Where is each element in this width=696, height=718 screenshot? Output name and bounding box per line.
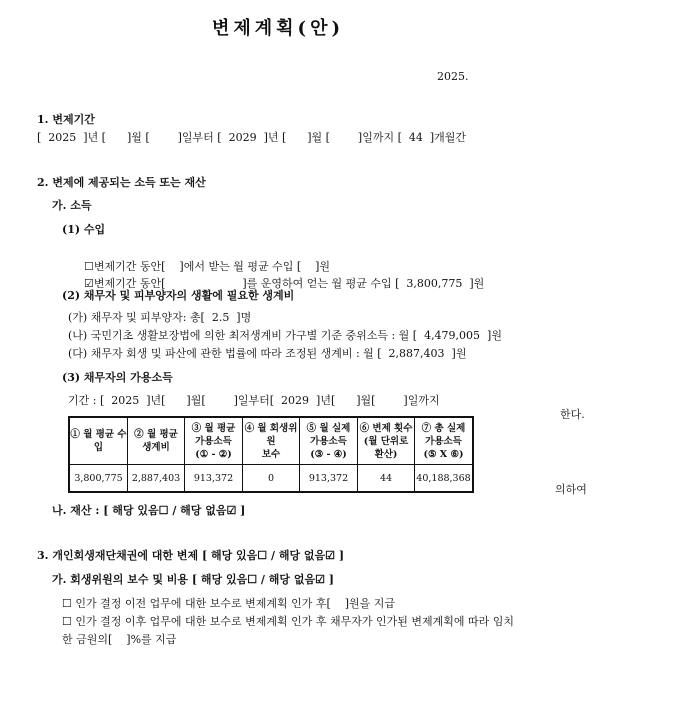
section3-heading: 3. 개인회생재단채권에 대한 변제 [ 해당 있음☐ / 해당 없음☑ ]: [37, 549, 345, 562]
table-header-row: [69, 417, 473, 465]
page-title: 변제계획(안): [212, 18, 344, 39]
table-cell: 913,372: [300, 465, 358, 493]
col-header: ⑤ 월 실제 가용소득 (③ - ④): [300, 417, 358, 465]
table-cell: 3,800,775: [69, 465, 128, 493]
col-header: ① 월 평균 수입: [69, 417, 128, 465]
revenue-heading: (1) 수입: [62, 223, 106, 236]
disposable-income-heading: (3) 채무자의 가용소득: [62, 371, 173, 384]
trustee-fee-option-after[interactable]: ☐ 인가 결정 이후 업무에 대한 보수로 변제계획 인가 후 채무자가 인가된 변제계획에 따라 임치: [62, 615, 514, 628]
col-header: ③ 월 평균 가용소득 (① - ②): [185, 417, 243, 465]
side-text-uihayeo: 의하여: [555, 483, 587, 496]
section2-heading: 2. 변제에 제공되는 소득 또는 재산: [37, 176, 206, 189]
table-row: [69, 465, 473, 493]
disposable-income-table: [68, 416, 474, 493]
checkbox-checked-icon[interactable]: ☑: [84, 277, 94, 290]
trustee-fee-option-after-cont: 한 금원의[ ]%를 지급: [62, 633, 177, 646]
checkbox-unchecked-icon[interactable]: ☐: [84, 260, 94, 273]
col-header: ④ 월 회생위원 보수: [243, 417, 300, 465]
table-cell: 40,188,368: [415, 465, 474, 493]
col-header: ⑦ 총 실제 가용소득 (⑤ X ⑥): [415, 417, 474, 465]
table-cell: 44: [358, 465, 415, 493]
adjusted-living-cost: (다) 채무자 회생 및 파산에 관한 법률에 따라 조정된 생계비 : 월 [ 2,887,403 ]원: [68, 347, 467, 360]
table-cell: 2,887,403: [128, 465, 185, 493]
repayment-period: [ 2025 ]년 [ ]월 [ ]일부터 [ 2029 ]년 [ ]월 [ ]일까지 [ 44 ]개월간: [37, 131, 467, 144]
option-text: 변제기간 동안[ ]에서 받는 월 평균 수입 [ ]원: [93, 260, 331, 273]
document-date: 2025.: [437, 70, 469, 83]
option-text: 변제기간 동안[ ]를 운영하여 얻는 월 평균 수입 [ 3,800,775 ]원: [93, 277, 485, 290]
disposable-income-period: 기간 : [ 2025 ]년[ ]월[ ]일부터[ 2029 ]년[ ]월[ ]일까지: [68, 394, 440, 407]
table-cell: 913,372: [185, 465, 243, 493]
median-income: (나) 국민기초 생활보장법에 의한 최저생계비 가구별 기준 중위소득 : 월 [ 4,479,005 ]원: [68, 329, 502, 342]
living-cost-heading: (2) 채무자 및 피부양자의 생활에 필요한 생계비: [62, 289, 295, 302]
side-text-handa: 한다.: [560, 408, 585, 421]
section1-heading: 1. 변제기간: [37, 113, 95, 126]
col-header: ② 월 평균 생계비: [128, 417, 185, 465]
table-cell: 0: [243, 465, 300, 493]
property-line: 나. 재산 : [ 해당 있음☐ / 해당 없음☑ ]: [52, 504, 246, 517]
trustee-fee-heading: 가. 회생위원의 보수 및 비용 [ 해당 있음☐ / 해당 없음☑ ]: [52, 573, 334, 586]
dependents-count: (가) 채무자 및 피부양자: 총[ 2.5 ]명: [68, 311, 252, 324]
trustee-fee-option-before[interactable]: ☐ 인가 결정 이전 업무에 대한 보수로 변제계획 인가 후[ ]원을 지급: [62, 597, 396, 610]
income-heading: 가. 소득: [52, 199, 92, 212]
col-header: ⑥ 변제 횟수 (월 단위로 환산): [358, 417, 415, 465]
